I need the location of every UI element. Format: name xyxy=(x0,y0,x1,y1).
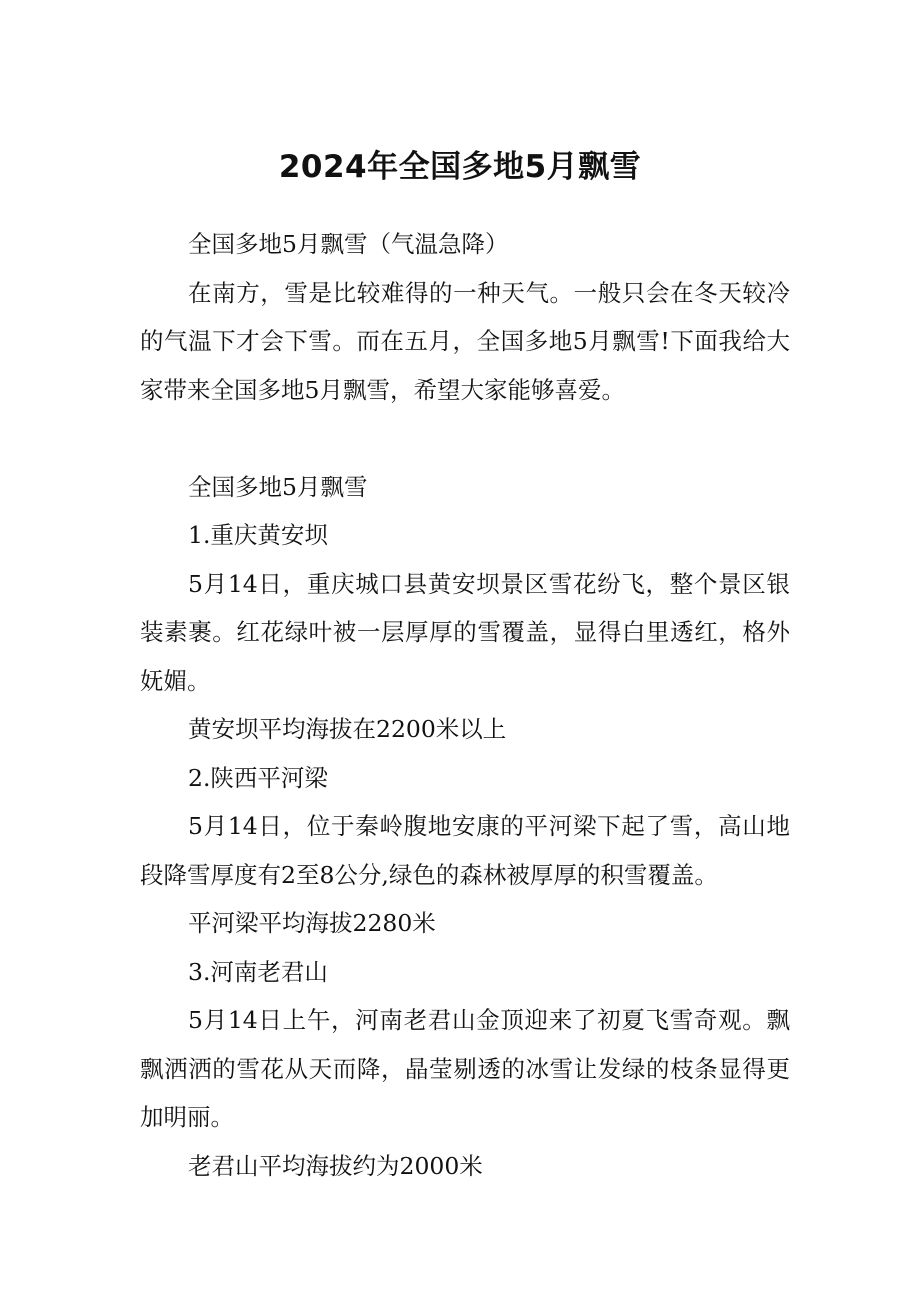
document-body xyxy=(140,220,790,1190)
item-paragraph-1: 5月14日，重庆城口县黄安坝景区雪花纷飞，整个景区银装素裹。红花绿叶被一层厚厚的雪覆盖，显得白里透红，格外妩媚。 xyxy=(140,569,790,695)
item-paragraph-3: 5月14日上午，河南老君山金顶迎来了初夏飞雪奇观。飘飘洒洒的雪花从天而降，晶莹剔透的冰雪让发绿的枝条显得更加明丽。 xyxy=(140,1006,790,1131)
item-heading-1: 1.重庆黄安坝 xyxy=(188,521,328,549)
item-heading-3: 3.河南老君山 xyxy=(188,957,328,986)
item-heading-2: 2.陕西平河梁 xyxy=(188,763,328,792)
item-note-3: 老君山平均海拔约为2000米 xyxy=(188,1151,483,1180)
document-title: 2024年全国多地5月飘雪 xyxy=(278,149,642,185)
blank-line xyxy=(140,414,790,463)
intro-paragraph: 在南方，雪是比较难得的一种天气。一般只会在冬天较冷的气温下才会下雪。而在五月，全国多地5月飘雪!下面我给大家带来全国多地5月飘雪，希望大家能够喜爱。 xyxy=(140,278,790,404)
item-paragraph-2: 5月14日，位于秦岭腹地安康的平河梁下起了雪，高山地段降雪厚度有2至8公分,绿色的森林被厚厚的积雪覆盖。 xyxy=(140,812,790,889)
item-note-2: 平河梁平均海拔2280米 xyxy=(188,909,436,937)
subtitle-paragraph: 全国多地5月飘雪（气温急降） xyxy=(188,230,509,258)
item-note-1: 黄安坝平均海拔在2200米以上 xyxy=(188,715,507,743)
section-heading: 全国多地5月飘雪 xyxy=(188,472,368,501)
